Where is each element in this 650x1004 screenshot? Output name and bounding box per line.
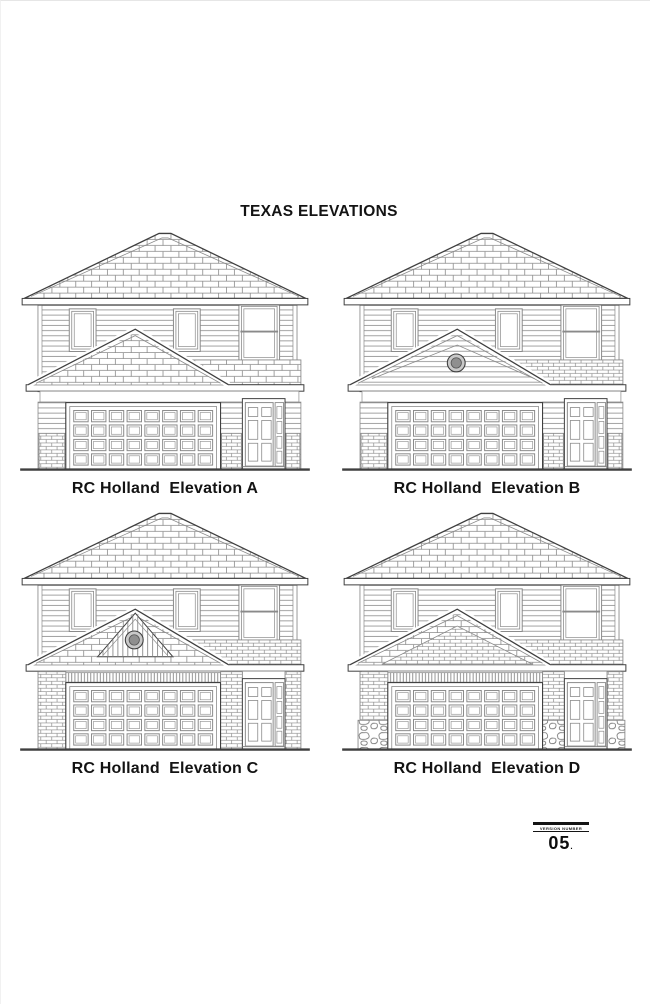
elevation-d-drawing bbox=[335, 508, 639, 756]
elevation-a-drawing bbox=[13, 228, 317, 476]
version-block bbox=[533, 822, 589, 854]
elevation-d bbox=[335, 508, 639, 778]
elevation-c bbox=[13, 508, 317, 778]
elevation-b bbox=[335, 228, 639, 498]
elevation-a bbox=[13, 228, 317, 498]
elevation-c-drawing bbox=[13, 508, 317, 756]
version-number: 05. bbox=[548, 833, 574, 854]
elevation-b-drawing bbox=[335, 228, 639, 476]
version-label: VERSION NUMBER bbox=[533, 822, 589, 832]
elevation-grid bbox=[13, 228, 639, 778]
elevation-d-label: RC Holland Elevation D bbox=[393, 760, 581, 777]
elevation-b-label: RC Holland Elevation B bbox=[393, 480, 581, 497]
elevation-c-label: RC Holland Elevation C bbox=[71, 760, 259, 777]
elevation-a-label: RC Holland Elevation A bbox=[71, 480, 259, 497]
page-title: TEXAS ELEVATIONS bbox=[240, 203, 398, 220]
